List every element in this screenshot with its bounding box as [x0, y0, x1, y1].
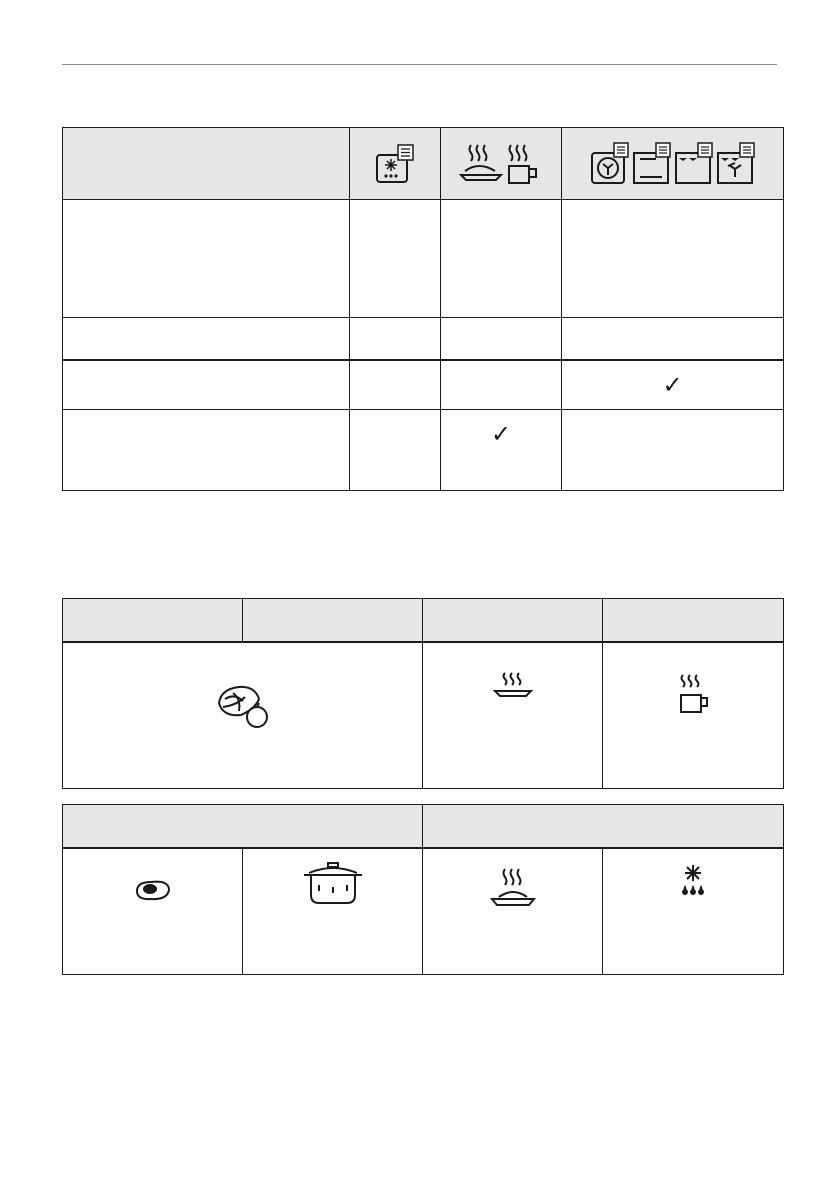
keep-warm-plate-cup-icon [457, 141, 545, 187]
plate-warming-cell [423, 848, 603, 975]
food-category-table-2 [62, 804, 784, 975]
table-header-row [63, 128, 784, 200]
row-cell [441, 360, 562, 410]
row-label [63, 318, 350, 360]
header-cell [63, 805, 423, 848]
page-header-rule [62, 64, 777, 65]
header-steam-functions-cell [562, 128, 784, 200]
cup-warming-icon [675, 673, 711, 715]
row-cell [562, 200, 784, 318]
row-cell [562, 318, 784, 360]
header-cell [63, 599, 243, 642]
vegetables-cell [63, 642, 423, 789]
row-cell [441, 200, 562, 318]
row-label [63, 360, 350, 410]
header-keep-warm-cell [441, 128, 562, 200]
cooking-pot-cell [243, 848, 423, 975]
row-cell [350, 318, 441, 360]
food-category-table-1 [62, 598, 784, 789]
table-row [63, 360, 784, 410]
defrost-icon [673, 863, 713, 899]
row-cell [350, 360, 441, 410]
table-row [63, 200, 784, 318]
defrost-cell [603, 848, 784, 975]
table-header-row [63, 805, 784, 848]
egg-icon [132, 879, 174, 903]
table-row [63, 642, 784, 789]
cup-warming-cell [603, 642, 784, 789]
header-cell [423, 805, 784, 848]
header-label-cell [63, 128, 350, 200]
egg-cell [63, 848, 243, 975]
row-label [63, 200, 350, 318]
plate-warming-cell [423, 642, 603, 789]
checkmark-cell: ✓ [562, 360, 784, 410]
row-cell [441, 318, 562, 360]
vegetables-icon [213, 683, 273, 729]
row-cell [562, 410, 784, 491]
cooking-pot-icon [301, 861, 365, 905]
defrost-program-icon [373, 143, 417, 185]
header-defrost-cell [350, 128, 441, 200]
row-cell [350, 410, 441, 491]
table-row [63, 410, 784, 491]
checkmark-cell: ✓ [441, 410, 562, 491]
header-cell [243, 599, 423, 642]
row-label [63, 410, 350, 491]
plate-warming-icon [489, 867, 537, 911]
row-cell [350, 200, 441, 318]
table-row [63, 318, 784, 360]
function-table [62, 127, 784, 491]
header-cell [423, 599, 603, 642]
table-row [63, 848, 784, 975]
header-cell [603, 599, 784, 642]
plate-warming-icon [493, 671, 533, 701]
steam-oven-functions-icon [588, 141, 758, 187]
table-header-row [63, 599, 784, 642]
